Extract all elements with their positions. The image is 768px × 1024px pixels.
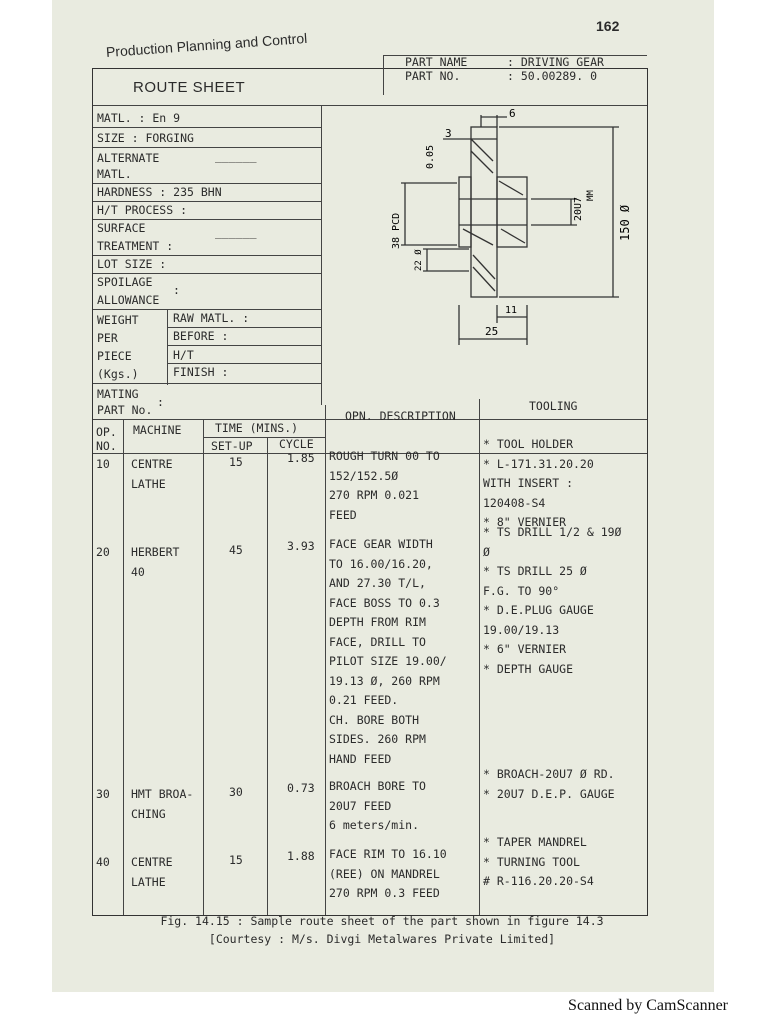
setup-time: 30 [229,785,243,799]
dim-11: 11 [505,305,518,316]
dim-25: 25 [485,325,499,338]
tooling-line: * TURNING TOOL [483,854,580,869]
divider [123,419,124,915]
tooling-line: * D.E.PLUG GAUGE [483,603,594,617]
divider [93,183,321,184]
raw-matl-field: RAW MATL. : [173,311,250,325]
surface-label: SURFACE [97,221,146,235]
setup-time: 15 [229,455,243,469]
divider [93,127,321,128]
part-no-value: : 50.00289. 0 [507,69,598,83]
tooling-line: * TS DRILL 25 Ø [483,564,587,578]
divider [93,219,321,220]
description-line: ROUGH TURN 00 TO [329,449,440,463]
spoilage-label: SPOILAGE [97,275,153,289]
tooling-line: * TOOL HOLDER [483,437,574,451]
op-number: 40 [96,855,110,869]
description-line: 19.13 Ø, 260 RPM [329,673,440,688]
dim-20u7: 20U7 [573,196,584,221]
tooling-line: * L-171.31.20.20 [483,456,594,471]
description-line: PILOT SIZE 19.00/ [329,654,447,668]
tooling-line: * TS DRILL 1/2 & 19Ø [483,525,622,539]
treatment-label: TREATMENT : [97,239,174,253]
divider [167,345,321,346]
dim-38-pcd: 38 PCD [391,212,402,249]
col-opn-desc: OPN. DESCRIPTION [345,409,456,423]
divider [267,437,268,915]
tooling-line: * BROACH-20U7 Ø RD. [483,767,615,781]
machine-line: CENTRE [131,855,173,869]
setup-time: 45 [229,543,243,557]
mating-part-no-label: PART No. [97,403,153,417]
alternate-label: ALTERNATE [97,151,160,165]
figure-caption-line1: Fig. 14.15 : Sample route sheet of the part shown in figure 14.3 [160,914,604,928]
divider [93,273,321,274]
part-no-label: PART NO. [405,69,461,83]
tooling-line: 120408-S4 [483,495,546,510]
description-line: AND 27.30 T/L, [329,576,426,590]
machine-line: HMT BROA- [131,787,194,801]
col-op: OP. [96,425,117,439]
dim-150: 150 Ø [618,204,632,241]
machine-line: CHING [131,806,166,821]
divider [93,255,321,256]
divider [93,147,321,148]
divider [167,363,321,364]
allowance-label: ALLOWANCE [97,293,160,307]
description-line: FACE RIM TO 16.10 [329,847,447,861]
matl-field: MATL. : En 9 [97,111,181,125]
description-line: CH. BORE BOTH [329,712,420,727]
hardness-field: HARDNESS : 235 BHN [97,185,222,199]
lot-size-field: LOT SIZE : [97,257,167,271]
tooling-line: WITH INSERT : [483,476,574,490]
tooling-line: Ø [483,544,490,559]
tooling-line: F.G. TO 90° [483,583,560,598]
scanner-watermark: Scanned by CamScanner [568,997,728,1014]
weight-label: WEIGHT [97,313,139,327]
mating-label: MATING [97,387,139,401]
description-line: SIDES. 260 RPM [329,732,426,746]
piece-label: PIECE [97,349,132,363]
dim-22: 22 Ø [414,249,424,271]
kgs-label: (Kgs.) [97,367,139,381]
divider [321,105,322,405]
description-line: 270 RPM 0.3 FEED [329,886,440,900]
op-number: 30 [96,787,110,801]
divider [93,309,321,310]
description-line: 152/152.5Ø [329,468,399,483]
spoilage-colon: : [173,283,180,297]
before-field: BEFORE : [173,329,229,343]
part-name-value: : DRIVING GEAR [507,55,604,69]
alternate-matl-label: MATL. [97,167,132,181]
description-line: HAND FEED [329,751,392,766]
description-line: 20U7 FEED [329,798,392,813]
divider [93,201,321,202]
col-setup: SET-UP [211,439,253,453]
setup-time: 15 [229,853,243,867]
description-line: (REE) ON MANDREL [329,866,440,881]
tooling-line: # R-116.20.20-S4 [483,874,594,888]
divider [93,383,321,384]
figure-caption-line2: [Courtesy : M/s. Divgi Metalwares Private Limited] [208,932,556,946]
divider [167,327,321,328]
description-line: 0.21 FEED. [329,693,399,707]
description-line: FACE, DRILL TO [329,634,426,649]
cycle-time: 1.85 [287,451,315,465]
per-label: PER [97,331,118,345]
route-sheet [92,55,648,916]
divider [167,309,168,385]
divider [479,399,480,915]
alternate-dash: ______ [215,149,257,163]
description-line: DEPTH FROM RIM [329,615,426,629]
divider [325,405,326,915]
col-op-no: NO. [96,439,117,453]
dim-mm: MM [586,190,596,201]
cycle-time: 0.73 [287,781,315,795]
mating-colon: : [157,395,164,409]
dim-3: 3 [445,127,452,140]
tooling-line: * 6" VERNIER [483,642,567,656]
book-header: Production Planning and Control [105,29,308,60]
finish-field: FINISH : [173,365,229,379]
divider [203,419,204,915]
description-line: 6 meters/min. [329,818,420,832]
dim-0-05: 0.05 [425,144,436,169]
dim-6: 6 [509,109,516,120]
op-number: 20 [96,545,110,559]
description-line: TO 16.00/16.20, [329,556,433,571]
description-line: FEED [329,507,357,522]
sheet-title: ROUTE SHEET [133,79,246,96]
tooling-line: * DEPTH GAUGE [483,661,574,676]
tooling-line: * 20U7 D.E.P. GAUGE [483,786,615,801]
col-time: TIME (MINS.) [215,421,299,435]
tooling-line: * 8" VERNIER [483,515,567,529]
cycle-time: 1.88 [287,849,315,863]
op-number: 10 [96,457,110,471]
page-number: 162 [596,18,620,34]
machine-line: 40 [131,564,145,579]
machine-line: HERBERT [131,545,180,559]
col-tooling: TOOLING [529,399,578,413]
divider [93,105,647,106]
machine-line: CENTRE [131,457,173,471]
part-name-label: PART NAME [405,55,468,69]
description-line: FACE GEAR WIDTH [329,537,433,551]
machine-line: LATHE [131,476,166,491]
treatment-dash: ______ [215,225,257,239]
description-line: BROACH BORE TO [329,779,426,793]
scanned-page [52,0,714,992]
ht-label: H/T [173,348,194,362]
col-machine: MACHINE [133,423,182,437]
gear-drawing [381,109,641,389]
cycle-time: 3.93 [287,539,315,553]
divider [383,55,384,95]
machine-line: LATHE [131,874,166,889]
description-line: FACE BOSS TO 0.3 [329,595,440,610]
description-line: 270 RPM 0.021 [329,488,420,502]
col-cycle: CYCLE [279,437,314,451]
ht-process-field: H/T PROCESS : [97,203,188,217]
tooling-line: 19.00/19.13 [483,622,560,637]
size-field: SIZE : FORGING [97,131,194,145]
tooling-line: * TAPER MANDREL [483,835,587,849]
